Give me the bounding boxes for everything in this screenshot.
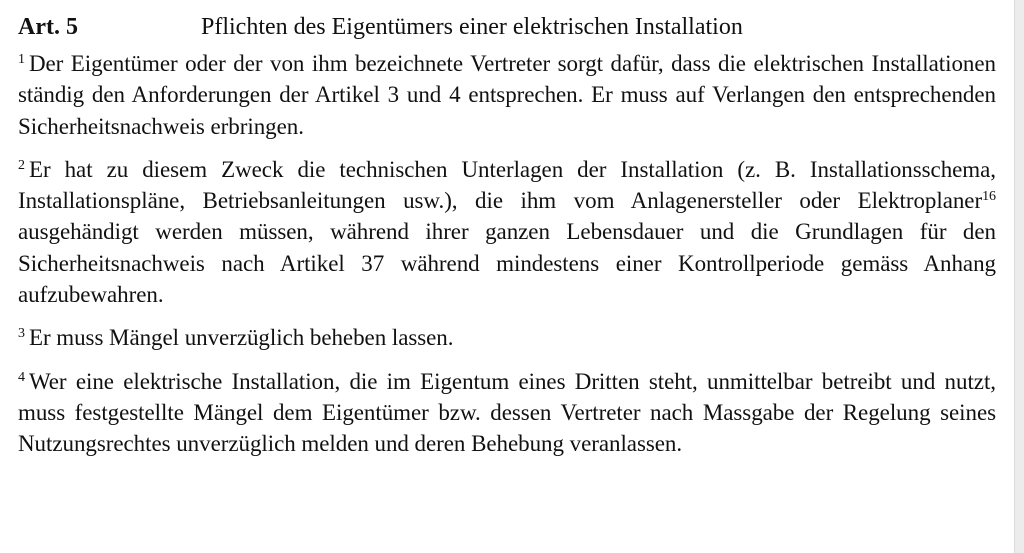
page-edge — [1014, 0, 1024, 553]
footnote-reference[interactable]: 16 — [982, 189, 996, 205]
paragraph-number: 1 — [18, 52, 25, 67]
article-number: Art. 5 — [18, 14, 78, 40]
paragraph-number: 2 — [18, 157, 25, 173]
paragraph-text-continued: ausgehändigt werden müssen, während ihrer ganzen Lebensdauer und die Grundlagen für den Sicherheitsnachweis nach Artikel 37 während mindestens einer Kontrollperiode gemäss Anhang aufzubewahren. — [18, 219, 996, 308]
paragraph-number: 4 — [18, 369, 25, 385]
article-header — [18, 10, 996, 44]
paragraph-text: Er muss Mängel unverzüglich beheben lassen. — [28, 325, 454, 351]
paragraph-text: Er hat zu diesem Zweck die technischen Unterlagen der Installation (z. B. Installationsschema, Installationspläne, Betriebsanleitungen usw.), die ihm vom Anlagenersteller oder Elektroplaner — [18, 156, 996, 214]
paragraph-4 — [18, 366, 996, 460]
paragraph-2 — [18, 154, 996, 310]
article-title: Pflichten des Eigentümers einer elektrischen Installation — [201, 14, 743, 40]
paragraph-number: 3 — [18, 326, 25, 342]
paragraph-text: Wer eine elektrische Installation, die im Eigentum eines Dritten steht, unmittelbar betreibt und nutzt, muss festgestellte Mängel dem Eigentümer bzw. dessen Vertreter nach Massgabe der Regelung seines Nutzungsrechtes unverzüglich melden und deren Behebung veranlassen. — [18, 368, 996, 457]
paragraph-text: Der Eigentümer oder der von ihm bezeichnete Vertreter sorgt dafür, dass die elektrischen Installationen ständig den Anforderungen der Artikel 3 und 4 entsprechen. Er muss auf Verlangen den entsprechenden Sicherheitsnachweis erbringen. — [18, 51, 996, 139]
paragraph-1 — [18, 48, 996, 142]
paragraph-3 — [18, 322, 996, 353]
document-page — [18, 10, 996, 472]
